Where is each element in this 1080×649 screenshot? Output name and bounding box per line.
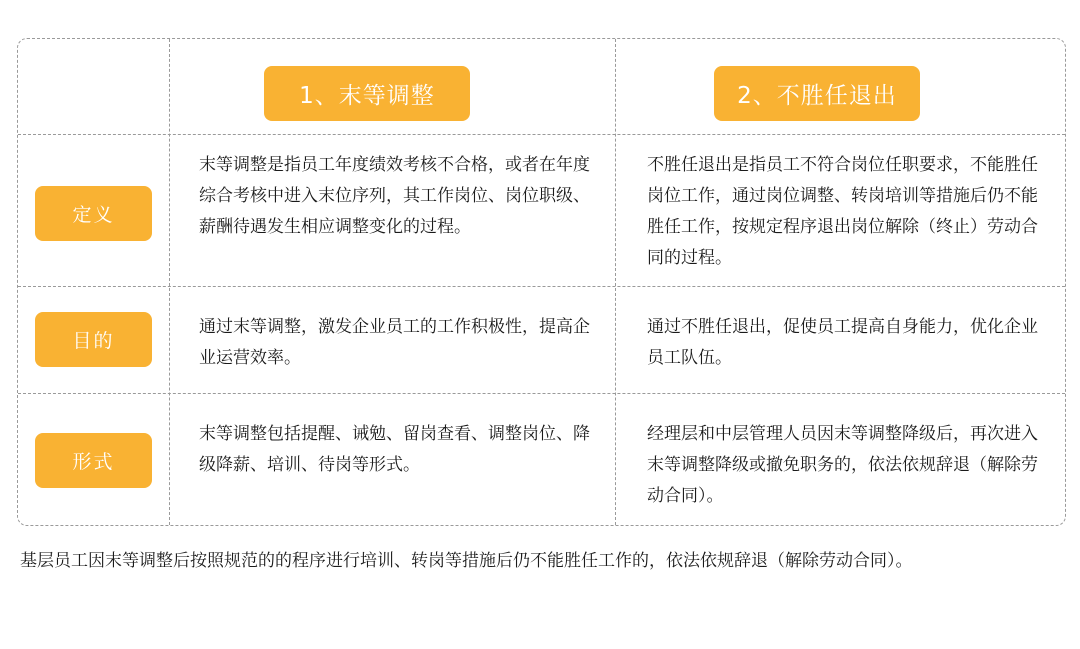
column-header-incompetent-exit: 2、不胜任退出 <box>714 66 920 121</box>
row-divider <box>18 286 1065 287</box>
column-header-end-adjust: 1、末等调整 <box>264 66 470 121</box>
row-label-definition: 定义 <box>35 186 152 241</box>
footnote: 基层员工因末等调整后按照规范的的程序进行培训、转岗等措施后仍不能胜任工作的，依法依规辞退（解除劳动合同）。 <box>20 551 913 571</box>
row-label-form: 形式 <box>35 433 152 488</box>
purpose-end-adjust-text: 通过末等调整，激发企业员工的工作积极性，提高企业运营效率。 <box>199 317 590 368</box>
row-divider <box>18 393 1065 394</box>
comparison-table <box>17 38 1066 526</box>
row-divider <box>18 134 1065 135</box>
definition-incompetent-exit-text: 不胜任退出是指员工不符合岗位任职要求，不能胜任岗位工作，通过岗位调整、转岗培训等措施后仍不能胜任工作，按规定程序退出岗位解除（终止）劳动合同的过程。 <box>647 155 1038 268</box>
purpose-incompetent-exit-text: 通过不胜任退出，促使员工提高自身能力，优化企业员工队伍。 <box>647 317 1038 368</box>
definition-end-adjust-text: 末等调整是指员工年度绩效考核不合格，或者在年度综合考核中进入末位序列，其工作岗位、岗位职级、薪酬待遇发生相应调整变化的过程。 <box>199 155 590 237</box>
column-divider <box>169 39 170 525</box>
form-incompetent-exit-text: 经理层和中层管理人员因末等调整降级后，再次进入末等调整降级或撤免职务的，依法依规辞退（解除劳动合同）。 <box>647 424 1038 506</box>
row-label-purpose: 目的 <box>35 312 152 367</box>
column-divider <box>615 39 616 525</box>
form-end-adjust-text: 末等调整包括提醒、诫勉、留岗查看、调整岗位、降级降薪、培训、待岗等形式。 <box>199 424 590 475</box>
